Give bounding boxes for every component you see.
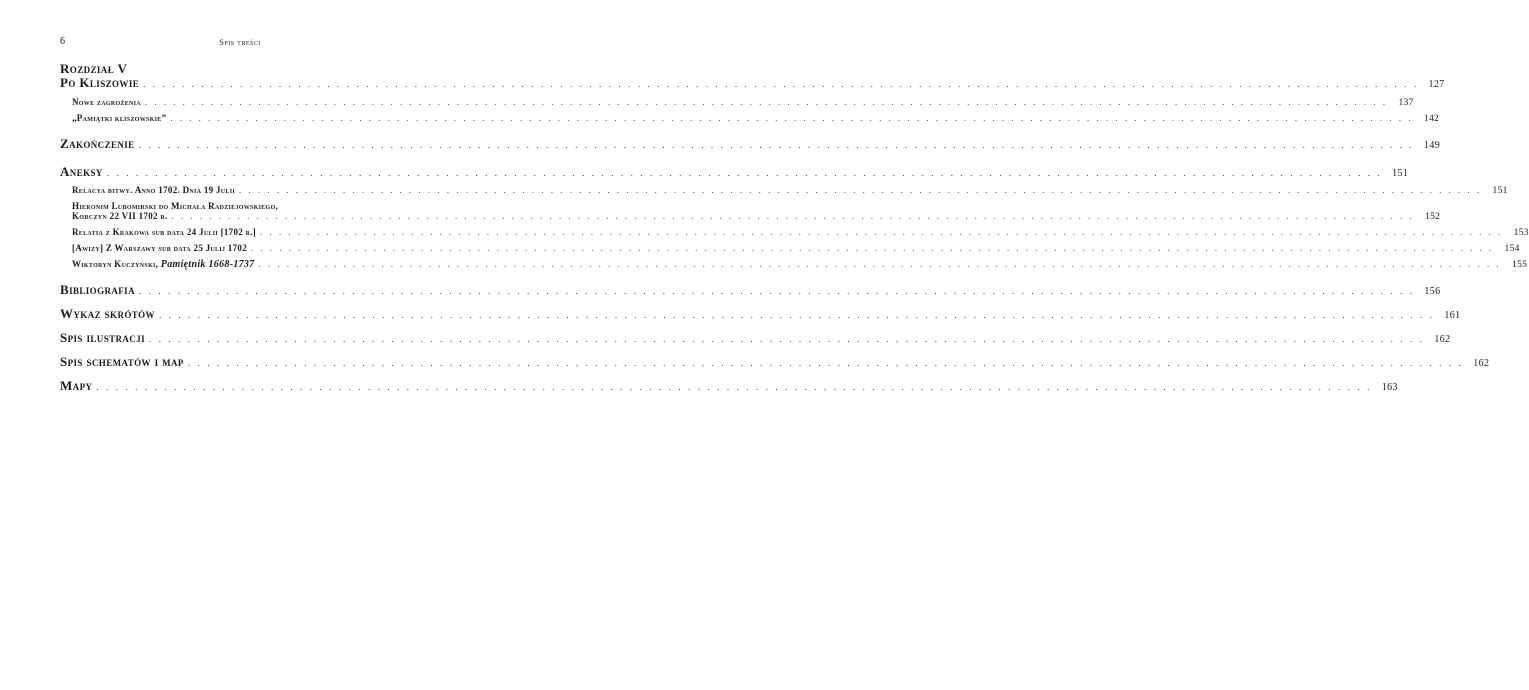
dot-leader [96,382,1372,392]
toc-entry-title: Zakończenie [60,136,135,151]
toc-entry-title-italic: Pamiętnik 1668-1737 [160,259,255,270]
toc-entry-zakonczenie[interactable] [60,136,1441,152]
dot-leader [188,358,1464,368]
toc-entry-relacya-bitwy[interactable] [60,185,1508,196]
toc-entry-title: Relatia z Krakowa sub data 24 Julii [1702 r.] [72,227,257,237]
toc-page-ref: 152 [1425,212,1441,222]
toc-entry-title-main: Wiktoryn Kuczyński, [72,259,161,269]
toc-page-ref: 155 [1512,260,1528,270]
toc-entry-title [72,259,255,270]
dot-leader [139,286,1415,296]
dot-leader [172,211,1415,221]
toc-entry-title: Po Kliszowie [60,75,140,90]
dot-leader [251,243,1494,253]
dot-leader [259,259,1502,269]
toc-page-ref: 163 [1381,382,1398,393]
toc-page-ref: 162 [1434,334,1451,345]
running-head: Spis treści [219,37,261,47]
toc-entry-title: Aneksy [60,164,103,179]
toc-entry-title: Mapy [60,378,93,393]
toc-entry-title: Spis ilustracji [60,330,145,345]
table-of-contents [60,61,1529,394]
dot-leader [170,113,1413,123]
toc-page-ref: 154 [1504,244,1520,254]
dot-leader [139,140,1415,150]
toc-page-ref: 162 [1473,358,1490,369]
toc-page-ref: 149 [1423,140,1441,151]
dot-leader [145,97,1388,107]
toc-entry-title: Nowe zagrożenia [72,97,141,107]
toc-page-ref: 156 [1424,286,1441,297]
toc-entry-po-kliszowie[interactable] [60,75,1445,92]
dot-leader [149,334,1425,344]
toc-entry-title: [Awizy] Z Warszawy sub data 25 Julij 1702 [72,243,248,253]
toc-entry-awizy[interactable] [60,243,1520,254]
dot-leader [260,227,1503,237]
dot-leader [159,310,1435,320]
toc-page-ref: 151 [1392,168,1409,179]
chapter-heading-line1: Rozdział V [60,61,128,76]
toc-entry-title: Spis schematów i map [60,354,184,369]
toc-entry-hieronim-lubomirski[interactable] [60,201,1441,222]
toc-entry-title: Wykaz skrótów [60,306,155,321]
toc-page-ref: 142 [1423,114,1440,124]
toc-entry-title: Bibliografia [60,282,135,297]
toc-page-ref: 137 [1398,98,1414,108]
toc-entry-spis-schematow-i-map[interactable] [60,354,1490,370]
dot-leader [239,185,1482,195]
toc-page-ref: 161 [1444,310,1461,321]
toc-entry-spis-ilustracji[interactable] [60,330,1451,346]
toc-page-ref: 127 [1428,79,1445,90]
toc-page-ref: 151 [1492,186,1508,196]
toc-entry-nowe-zagrozenia[interactable] [60,97,1414,108]
page-number: 6 [60,36,65,47]
toc-entry-wykaz-skrotow[interactable] [60,306,1461,322]
dot-leader [107,168,1383,178]
toc-entry-title: „Pamiątki kliszowskie” [72,113,167,123]
toc-entry-aneksy[interactable] [60,164,1409,180]
toc-entry-mapy[interactable] [60,378,1398,394]
toc-entry-title-line2: Korczyn 22 VII 1702 r. [72,211,168,221]
toc-entry-wiktoryn-kuczynski[interactable] [60,259,1528,270]
toc-entry-title: Relacya bitwy. Anno 1702. Dnia 19 Julii [72,185,235,195]
toc-entry-bibliografia[interactable] [60,282,1441,298]
toc-entry-pamiatki-kliszowskie[interactable] [60,113,1440,124]
toc-entry-relatia-z-krakowa[interactable] [60,227,1529,238]
toc-entry-title-line1: Hieronim Lubomirski do Michała Radziejowskiego, [72,201,279,211]
dot-leader [143,77,1419,91]
toc-page-ref: 153 [1513,228,1529,238]
